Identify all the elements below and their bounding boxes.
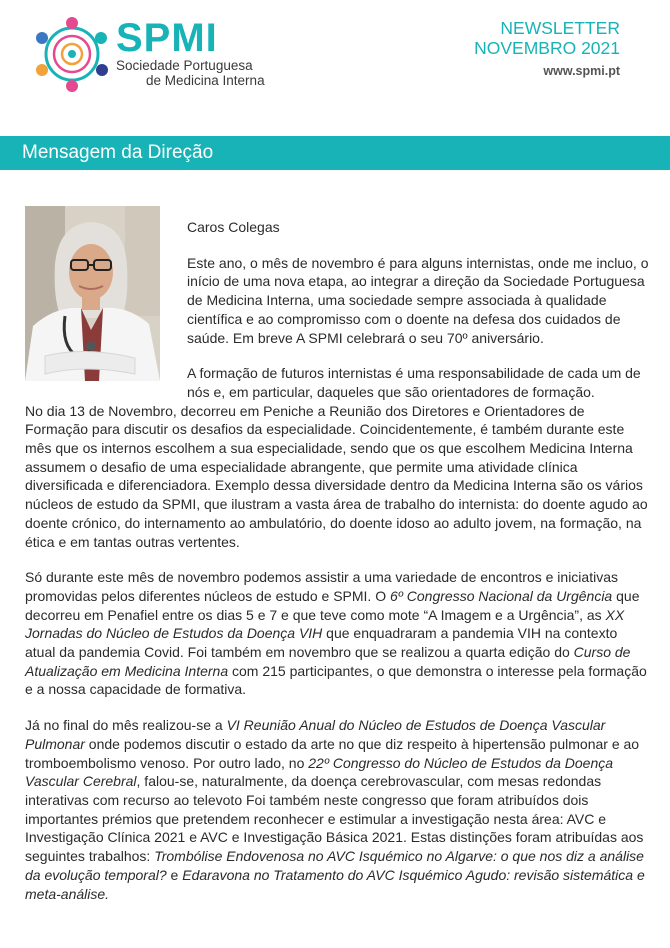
newsletter-header [0,0,670,120]
spmi-logo-icon [32,16,112,92]
italic-title: XX Jornadas do Núcleo de Estudos da Doença VIH [25,606,625,642]
italic-title: VI Reunião Anual do Núcleo de Estudos de Doença Vascular Pulmonar [25,717,606,752]
newsletter-info [474,18,620,80]
text-run: , falou-se, naturalmente, da doença cerebrovascular, com mesas redondas interativas com recurso ao televoto Foi também neste congresso que foram atribuídos dois importantes prémios que pretendem reconhecer e estimular a investigação nesta área: AVC e Investigação Clínica 2021 e AVC e Investigação Básica 2021. Estas distinções foram atribuídas aos seguintes trabalhos: [25,773,644,865]
greeting: Caros Colegas [187,219,280,235]
letter-body [25,218,650,920]
section-banner [0,136,670,170]
brand-block [116,18,265,88]
brand-name: SPMI [116,16,218,60]
text-run: com 215 participantes, o que demonstra o interesse pela formação e a nossa capacidade de formativa. [25,662,647,698]
italic-title: 6º Congresso Nacional da Urgência [389,587,613,604]
paragraph-2-rest: No dia 13 de Novembro, decorreu em Peniche a Reunião dos Diretores e Orientadores de Formação para discutir os desafios da especialidade. Coincidentemente, é também durante este mês que os internos escolhem a sua especialidade, sendo que os que escolhem Medicina Interna assumem o desafio de uma especialidade abrangente, que permite uma atividade clínica diversificada e diferenciadora. Exemplo dessa diversidade dentro da Medicina Interna são os vários núcleos de estudo da SPMI, que ilustram a vasta área de trabalho do internista: do doente agudo ao doente crónico, do internamento ao ambulatório, do doente idoso ao adulto jovem, na formação, na ética e em tantas outras vertentes. [25,402,648,550]
italic-title: Trombólise Endovenosa no AVC Isquémico no Algarve: o que nos diz a análise da evolução temporal? [25,848,644,883]
newsletter-label: NEWSLETTER [500,18,620,38]
text-run: Só durante este mês de novembro podemos assistir a uma variedade de encontros e iniciativas promovidas pelos diferentes núcleos de estudo e SPMI. O [25,569,618,604]
paragraph-1: Este ano, o mês de novembro é para alguns internistas, onde me incluo, o início de uma nova etapa, ao integrar a direção da Sociedade Portuguesa de Medicina Interna, uma sociedade sempre associada à qualidade científica e ao compromisso com o doente na defesa dos cuidados de saúde. Em breve A SPMI celebrará o seu 70º aniversário. [187,254,649,346]
paragraph-3 [25,568,650,699]
italic-title: 22º Congresso do Núcleo de Estudos da Doença Vascular Cerebral [25,754,614,790]
text-run: onde podemos discutir o estado da arte no que diz respeito à hipertensão pulmonar e ao tromboembolismo venoso. Por outro lado, no [25,735,640,771]
text-run: que enquadraram a pandemia VIH na contexto atual da pandemia Covid. Foi também em novembro que se realizou a quarta edição do [25,625,618,661]
text-run: Já no final do mês realizou-se a [25,717,227,734]
italic-title: Edaravona no Tratamento do AVC Isquémico Agudo: revisão sistemática e meta-análise. [25,866,645,902]
paragraph-2-start: A formação de futuros internistas é uma responsabilidade de cada um de nós e, em particular, daqueles que são orientadores de formação. [187,365,641,400]
text-run: que decorreu em Penafiel entre os dias 5 e 7 e que teve como mote “A Imagem e a Urgência”, as [25,587,640,623]
brand-subtitle-1: Sociedade Portuguesa [116,58,253,73]
section-title: Mensagem da Direção [22,142,214,163]
newsletter-date: NOVEMBRO 2021 [474,38,620,58]
website-link[interactable]: www.spmi.pt [543,64,620,78]
paragraph-4 [25,716,650,903]
brand-subtitle-2: de Medicina Interna [146,73,265,88]
italic-title: Curso de Atualização em Medicina Interna [25,644,631,679]
paragraph-2 [25,364,650,551]
text-run: e [166,866,183,883]
